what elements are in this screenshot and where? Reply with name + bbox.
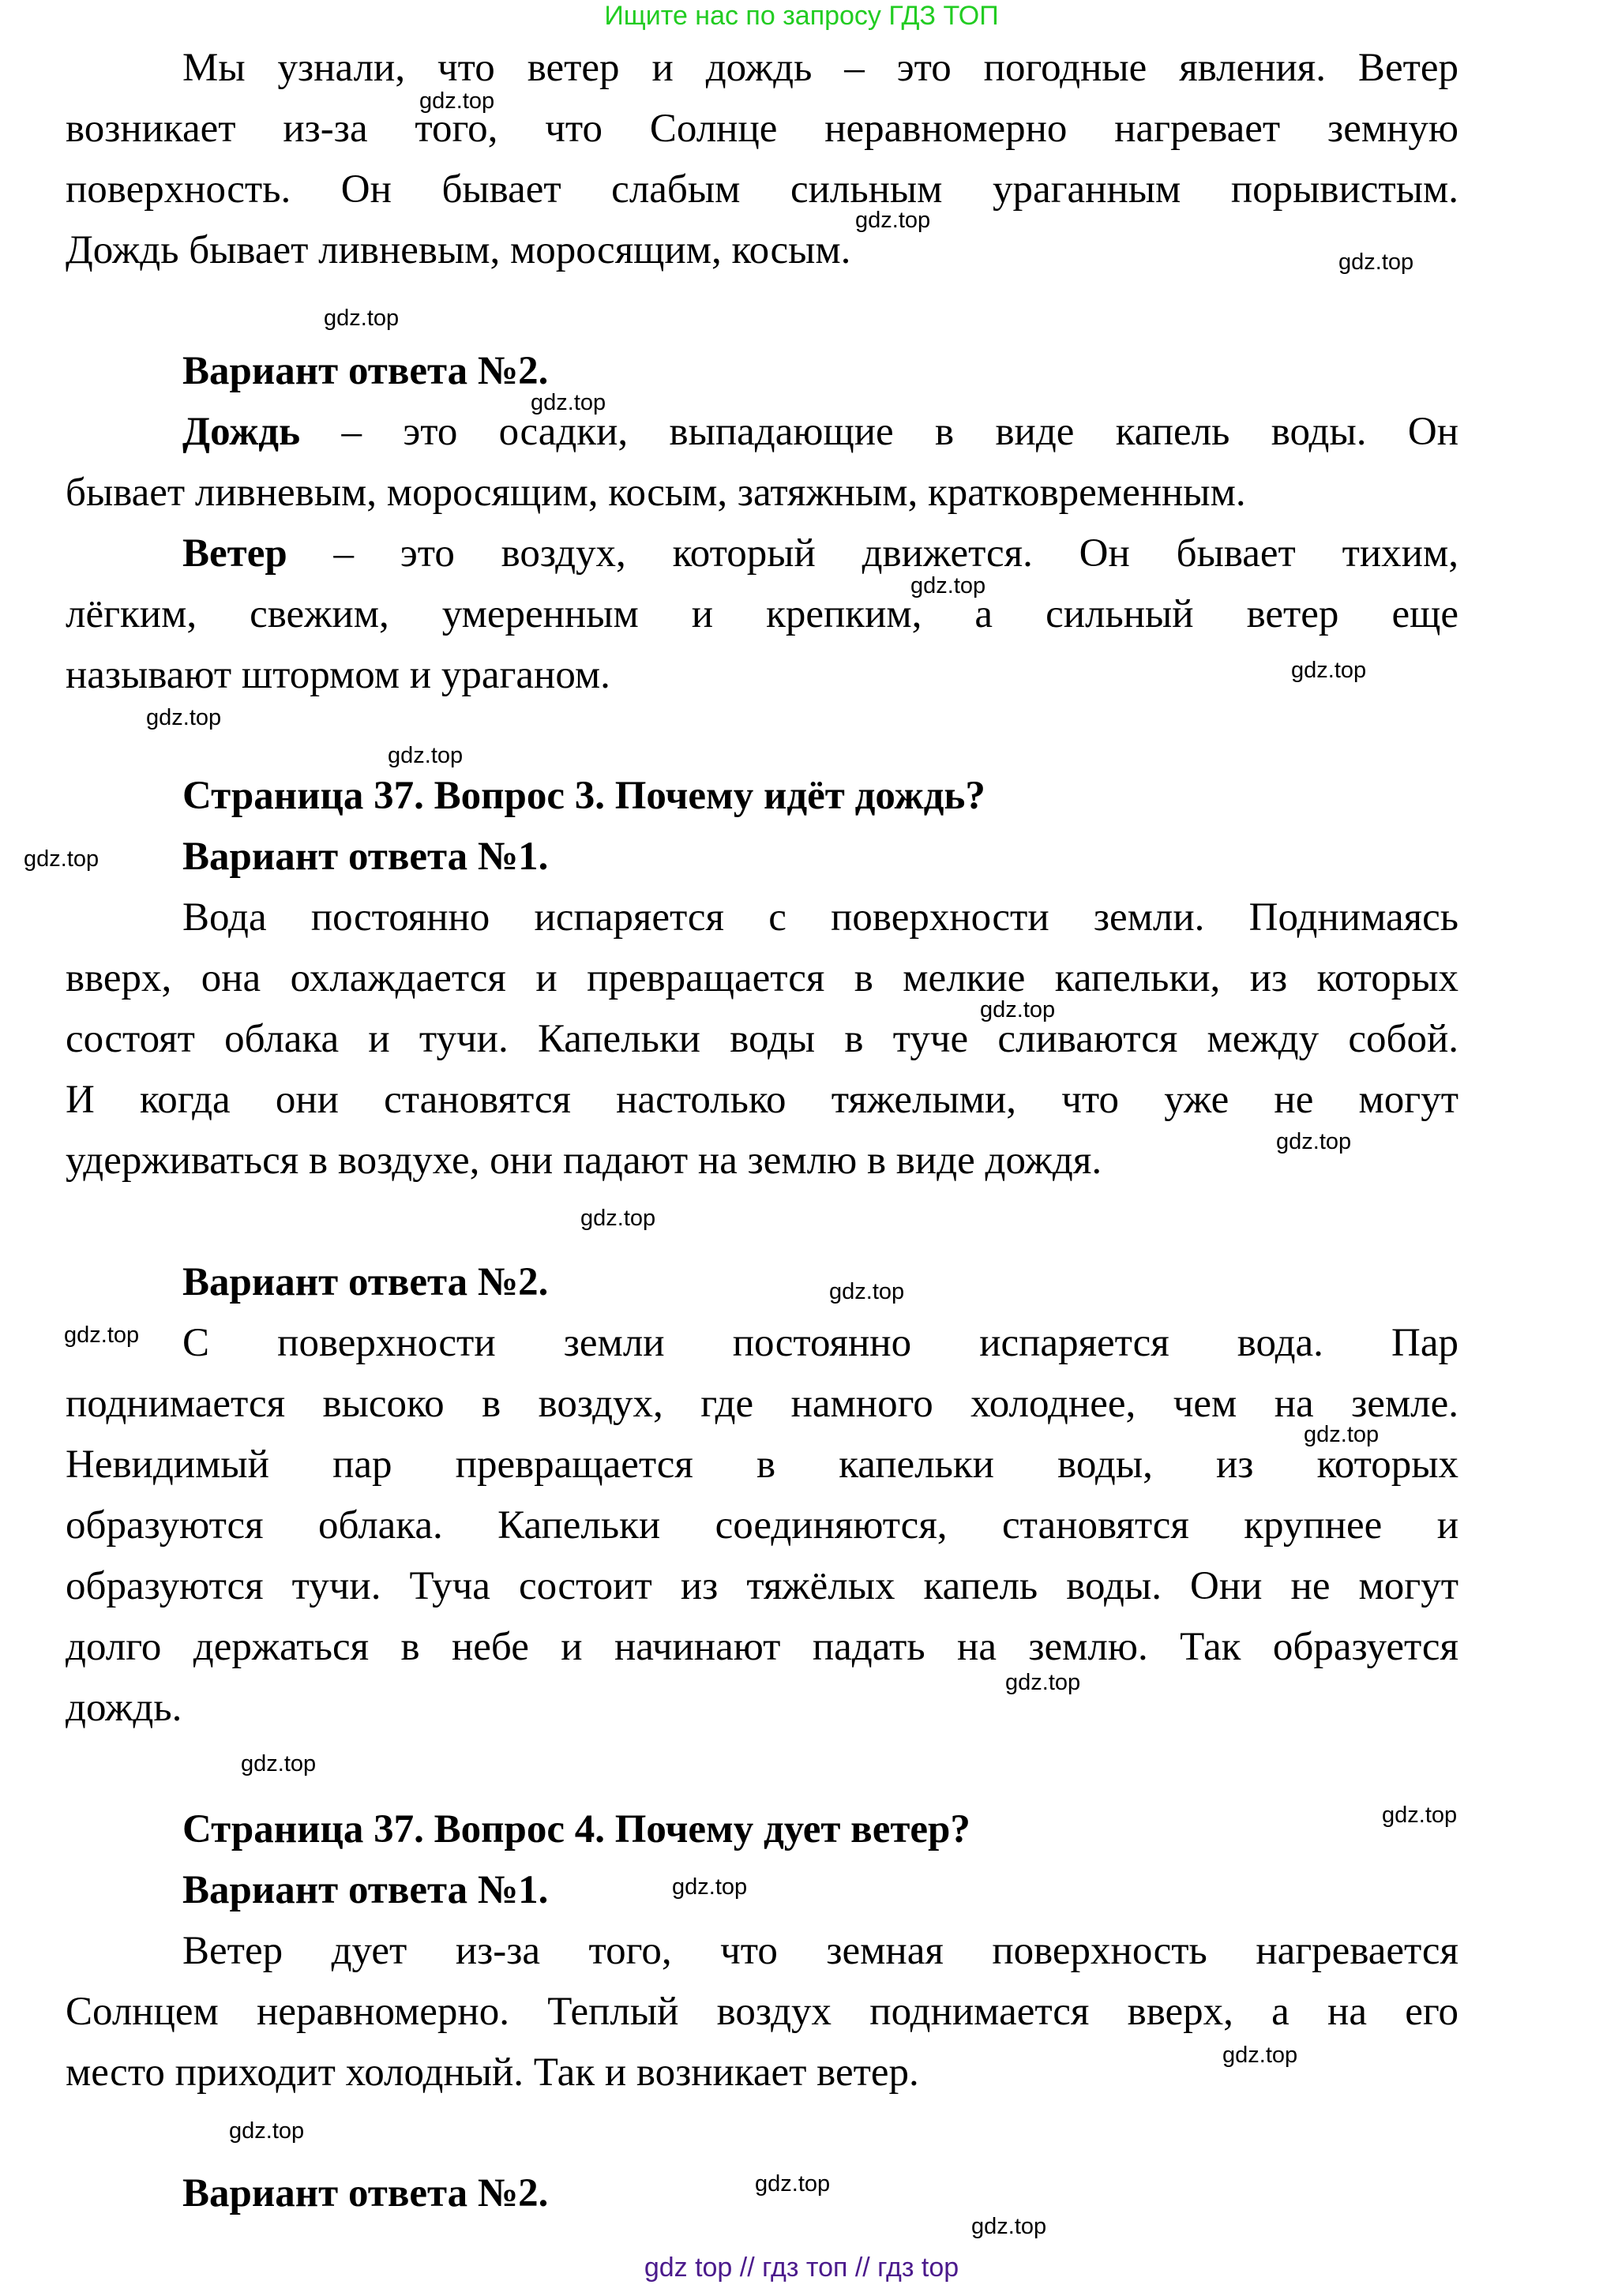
watermark: gdz.top bbox=[24, 846, 99, 872]
variant-heading: Вариант ответа №2. bbox=[182, 349, 549, 393]
text-line: состоят облака и тучи. Капельки воды в туче сливаются между собой. bbox=[66, 1017, 1458, 1061]
wind-definition-line: Ветер – это воздух, который движется. Он бывает тихим, bbox=[182, 531, 1458, 576]
variant-heading: Вариант ответа №2. bbox=[182, 1260, 549, 1304]
watermark: gdz.top bbox=[1276, 1129, 1352, 1154]
text-line: место приходит холодный. Так и возникает ветер. bbox=[66, 2050, 919, 2095]
watermark: gdz.top bbox=[980, 997, 1056, 1022]
text-line: возникает из-за того, что Солнце неравномерно нагревает земную bbox=[66, 107, 1458, 151]
watermark: gdz.top bbox=[829, 1279, 905, 1304]
text-line: Ветер дует из-за того, что земная поверхность нагревается bbox=[182, 1929, 1458, 1973]
wind-term: Ветер bbox=[182, 531, 287, 576]
watermark: gdz.top bbox=[146, 705, 222, 730]
site-links-banner[interactable]: gdz top // гдз топ // гдз top bbox=[644, 2253, 959, 2283]
text-line: называют штормом и ураганом. bbox=[66, 653, 610, 697]
watermark: gdz.top bbox=[241, 1751, 317, 1776]
text-line: Солнцем неравномерно. Теплый воздух поднимается вверх, а на его bbox=[66, 1990, 1458, 2034]
watermark: gdz.top bbox=[419, 88, 495, 114]
text-line: Мы узнали, что ветер и дождь – это погодные явления. Ветер bbox=[182, 46, 1458, 90]
rain-definition-line: Дождь – это осадки, выпадающие в виде капель воды. Он bbox=[182, 410, 1458, 454]
variant-heading: Вариант ответа №2. bbox=[182, 2171, 549, 2215]
text-line: долго держаться в небе и начинают падать на землю. Так образуется bbox=[66, 1625, 1458, 1669]
watermark: gdz.top bbox=[755, 2171, 831, 2197]
text-line: поверхность. Он бывает слабым сильным ураганным порывистым. bbox=[66, 167, 1458, 212]
search-banner: Ищите нас по запросу ГДЗ ТОП bbox=[604, 1, 999, 31]
watermark: gdz.top bbox=[1304, 1422, 1380, 1447]
watermark: gdz.top bbox=[1338, 249, 1414, 275]
text-line: И когда они становятся настолько тяжелыми, что уже не могут bbox=[66, 1078, 1458, 1122]
watermark: gdz.top bbox=[1222, 2043, 1298, 2068]
watermark: gdz.top bbox=[64, 1322, 140, 1348]
watermark: gdz.top bbox=[324, 306, 400, 331]
text-line: лёгким, свежим, умеренным и крепким, а сильный ветер еще bbox=[66, 592, 1458, 636]
watermark: gdz.top bbox=[971, 2214, 1047, 2239]
watermark: gdz.top bbox=[580, 1206, 656, 1231]
text-line: дождь. bbox=[66, 1686, 182, 1730]
text-line: С поверхности земли постоянно испаряется вода. Пар bbox=[182, 1321, 1458, 1365]
text-line: Дождь бывает ливневым, моросящим, косым. bbox=[66, 228, 851, 272]
variant-heading: Вариант ответа №1. bbox=[182, 835, 549, 879]
text-line: поднимается высоко в воздух, где намного холоднее, чем на земле. bbox=[66, 1382, 1458, 1426]
watermark: gdz.top bbox=[855, 208, 931, 233]
variant-heading: Вариант ответа №1. bbox=[182, 1868, 549, 1912]
text-line: удерживаться в воздухе, они падают на землю в виде дождя. bbox=[66, 1139, 1102, 1183]
text-line: бывает ливневым, моросящим, косым, затяжным, кратковременным. bbox=[66, 471, 1246, 515]
text-line: Вода постоянно испаряется с поверхности земли. Поднимаясь bbox=[182, 895, 1458, 940]
watermark: gdz.top bbox=[531, 390, 606, 415]
text-line: Невидимый пар превращается в капельки воды, из которых bbox=[66, 1443, 1458, 1487]
question-heading: Страница 37. Вопрос 3. Почему идёт дождь? bbox=[182, 774, 985, 818]
watermark: gdz.top bbox=[672, 1874, 748, 1900]
rain-term: Дождь bbox=[182, 410, 301, 454]
text-line: образуются тучи. Туча состоит из тяжёлых капель воды. Они не могут bbox=[66, 1564, 1458, 1608]
watermark: gdz.top bbox=[1291, 658, 1367, 683]
text-line: образуются облака. Капельки соединяются, становятся крупнее и bbox=[66, 1503, 1458, 1548]
question-heading: Страница 37. Вопрос 4. Почему дует ветер? bbox=[182, 1807, 970, 1851]
watermark: gdz.top bbox=[229, 2118, 305, 2144]
watermark: gdz.top bbox=[1005, 1670, 1081, 1695]
watermark: gdz.top bbox=[388, 743, 464, 768]
watermark: gdz.top bbox=[1382, 1803, 1458, 1828]
watermark: gdz.top bbox=[910, 573, 986, 598]
text-line: вверх, она охлаждается и превращается в мелкие капельки, из которых bbox=[66, 956, 1458, 1000]
